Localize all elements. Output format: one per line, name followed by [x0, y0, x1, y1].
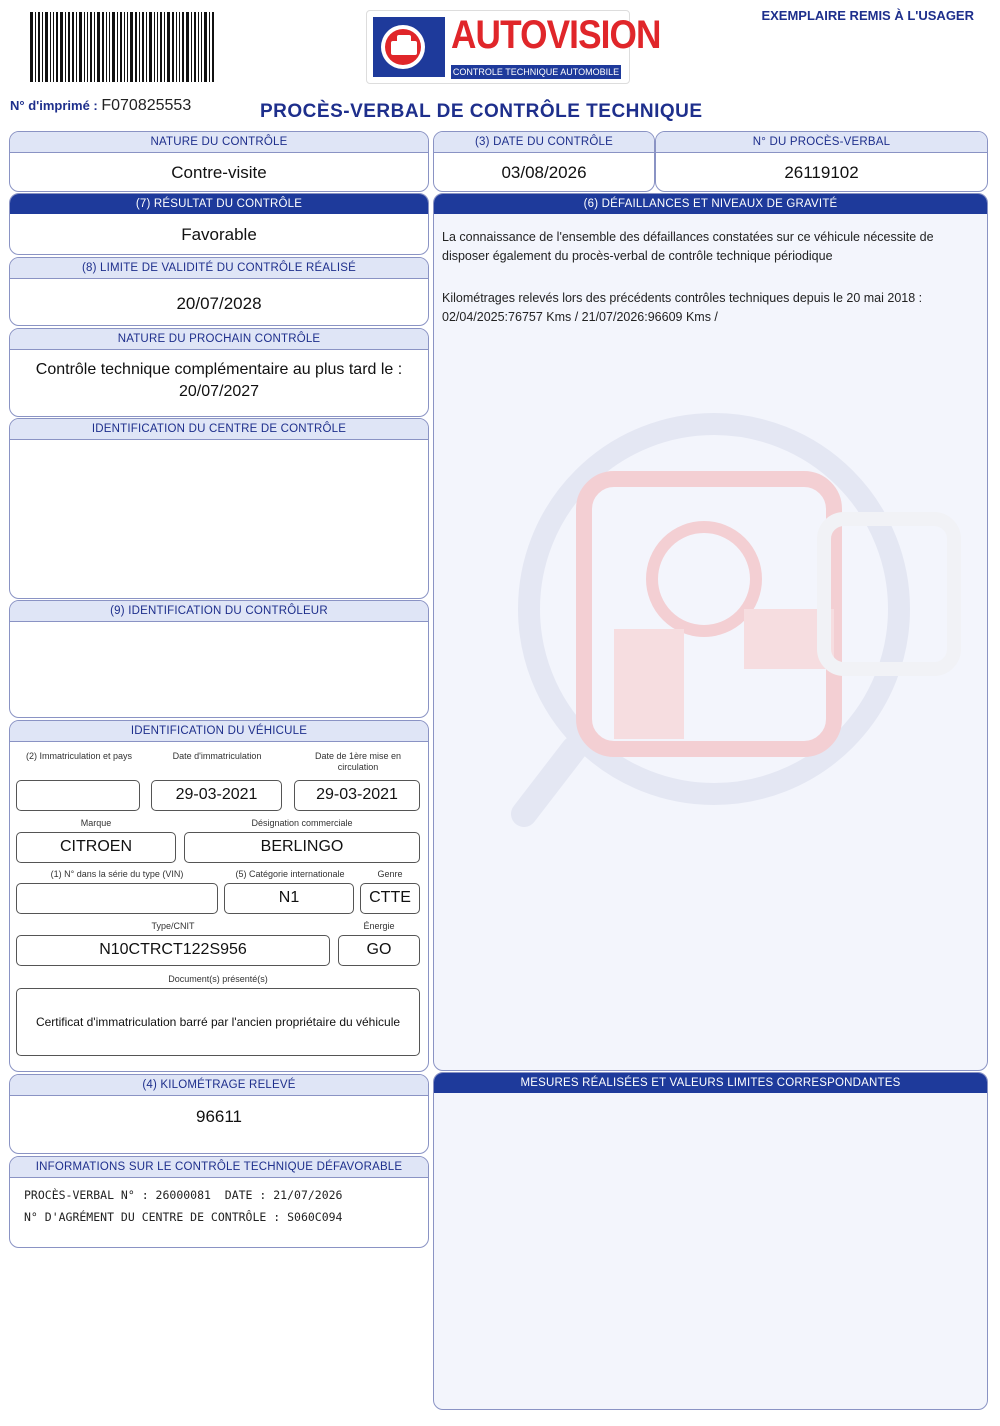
defaillances-paragraph-1: La connaissance de l'ensemble des défaillances constatées sur ce véhicule nécessite de disposer également du procès-verbal de contrôle technique périodique: [442, 230, 934, 263]
section-resultat: [9, 193, 429, 255]
document-title: PROCÈS-VERBAL DE CONTRÔLE TECHNIQUE: [260, 101, 703, 122]
barcode-bar: [146, 12, 147, 82]
section-header: (7) RÉSULTAT DU CONTRÔLE: [10, 194, 428, 214]
genre-label: Genre: [377, 869, 403, 879]
section-kilometrage: [9, 1074, 429, 1154]
barcode-bar: [112, 12, 115, 82]
barcode-bar: [127, 12, 128, 82]
marque-field: CITROEN: [16, 832, 176, 863]
barcode-bar: [164, 12, 165, 82]
barcode-bar: [160, 12, 162, 82]
marque-label: Marque: [80, 818, 112, 828]
barcode-bar: [53, 12, 54, 82]
barcode-bar: [72, 12, 74, 82]
date-immat-label: Date d'immatriculation: [172, 751, 262, 761]
date-circ-field: 29-03-2021: [294, 780, 420, 811]
barcode-bar: [50, 12, 51, 82]
section-limite-validite: [9, 257, 429, 326]
section-header: (8) LIMITE DE VALIDITÉ DU CONTRÔLE RÉALISÉ: [10, 258, 428, 279]
section-header: IDENTIFICATION DU CENTRE DE CONTRÔLE: [10, 419, 428, 440]
barcode-bar: [42, 12, 43, 82]
section-controleur: [9, 600, 429, 718]
num-pv-value: 26119102: [784, 163, 859, 182]
copy-note: EXEMPLAIRE REMIS À L'USAGER: [761, 8, 974, 23]
printed-number-value: F070825553: [101, 97, 192, 114]
barcode-bar: [65, 12, 66, 82]
barcode-bar: [172, 12, 174, 82]
documents-field: [16, 988, 420, 1056]
barcode-bar: [117, 12, 118, 82]
documents-label: Document(s) présenté(s): [168, 974, 268, 984]
barcode-bar: [79, 12, 82, 82]
barcode-bar: [90, 12, 92, 82]
designation-label: Désignation commerciale: [251, 818, 353, 828]
barcode-bar: [56, 12, 58, 82]
resultat-value: Favorable: [181, 225, 257, 244]
barcode-bar: [179, 12, 180, 82]
barcode-bar: [35, 12, 36, 82]
defavorable-line2: N° D'AGRÉMENT DU CENTRE DE CONTRÔLE : S060C094: [24, 1210, 343, 1224]
date-immat-field: 29-03-2021: [151, 780, 282, 811]
section-header: MESURES RÉALISÉES ET VALEURS LIMITES CORRESPONDANTES: [434, 1073, 987, 1093]
defavorable-line1: PROCÈS-VERBAL N° : 26000081 DATE : 21/07/2026: [24, 1188, 343, 1202]
limite-validite-value: 20/07/2028: [176, 294, 262, 313]
kilometrage-value: 96611: [195, 1107, 242, 1126]
watermark-logo-icon: [464, 409, 984, 829]
section-nature-controle: [9, 131, 429, 192]
barcode-bar: [182, 12, 184, 82]
barcode-bar: [106, 12, 107, 82]
energie-field: GO: [338, 935, 420, 966]
barcode-bar: [142, 12, 144, 82]
barcode-bar: [212, 12, 214, 82]
immat-field: [16, 780, 140, 811]
section-header: (4) KILOMÉTRAGE RELEVÉ: [10, 1075, 428, 1096]
barcode-bar: [154, 12, 155, 82]
designation-field: BERLINGO: [184, 832, 420, 863]
barcode-bar: [176, 12, 177, 82]
barcode-bar: [186, 12, 189, 82]
logo-emblem-icon: [373, 17, 445, 77]
section-prochain-controle: [9, 328, 429, 417]
barcode-bar: [102, 12, 104, 82]
barcode-bar: [120, 12, 122, 82]
barcode-bar: [87, 12, 88, 82]
type-field: N10CTRCT122S956: [16, 935, 330, 966]
section-centre: [9, 418, 429, 599]
section-defavorable: [9, 1156, 429, 1248]
barcode-bar: [201, 12, 202, 82]
barcode-bar: [209, 12, 210, 82]
barcode-bar: [198, 12, 199, 82]
barcode-bar: [167, 12, 170, 82]
section-header: (3) DATE DU CONTRÔLE: [434, 132, 654, 153]
defaillances-paragraph-2: Kilométrages relevés lors des précédents contrôles techniques depuis le 20 mai 2018 : 02/04/2025:76757 Kms / 21/07/2026:96609 Kms /: [442, 291, 923, 324]
section-header: (9) IDENTIFICATION DU CONTRÔLEUR: [10, 601, 428, 622]
barcode-bar: [204, 12, 207, 82]
barcode-bar: [109, 12, 110, 82]
barcode-bar: [157, 12, 158, 82]
barcode-bar: [76, 12, 77, 82]
section-header: N° DU PROCÈS-VERBAL: [656, 132, 987, 153]
barcode-bar: [135, 12, 137, 82]
barcode-bar: [149, 12, 152, 82]
vin-field: [16, 883, 218, 914]
section-header: INFORMATIONS SUR LE CONTRÔLE TECHNIQUE DÉFAVORABLE: [10, 1157, 428, 1178]
prochain-controle-value: Contrôle technique complémentaire au plus tard le : 20/07/2027: [35, 361, 403, 400]
barcode-bar: [45, 12, 48, 82]
date-circ-label: Date de 1ère mise en circulation: [314, 751, 402, 772]
energie-label: Énergie: [363, 921, 395, 931]
section-header: NATURE DU PROCHAIN CONTRÔLE: [10, 329, 428, 350]
section-header: NATURE DU CONTRÔLE: [10, 132, 428, 153]
barcode-bar: [84, 12, 85, 82]
barcode-bar: [97, 12, 100, 82]
section-num-pv: [655, 131, 988, 192]
section-header: IDENTIFICATION DU VÉHICULE: [10, 721, 428, 742]
barcode-bar: [30, 12, 33, 82]
barcode-bar: [94, 12, 95, 82]
barcode-bar: [124, 12, 125, 82]
immat-label: (2) Immatriculation et pays: [25, 751, 133, 761]
barcode-bar: [130, 12, 133, 82]
logo-subtitle: CONTROLE TECHNIQUE AUTOMOBILE: [452, 67, 620, 77]
logo-text: AUTOVISION: [451, 13, 661, 57]
genre-field: CTTE: [360, 883, 420, 914]
section-date-controle: [433, 131, 655, 192]
type-label: Type/CNIT: [151, 921, 195, 931]
barcode-bar: [191, 12, 192, 82]
barcode-bar: [60, 12, 63, 82]
barcode-bar: [68, 12, 70, 82]
nature-controle-value: Contre-visite: [171, 163, 267, 182]
barcode-bar: [194, 12, 196, 82]
vin-label: (1) N° dans la série du type (VIN): [50, 869, 184, 879]
categorie-label: (5) Catégorie internationale: [235, 869, 345, 879]
date-controle-value: 03/08/2026: [501, 163, 587, 182]
barcode-bar: [139, 12, 140, 82]
printed-number: [10, 97, 191, 115]
section-defaillances: [433, 193, 988, 1071]
barcode-bar: [38, 12, 40, 82]
autovision-logo: [366, 10, 661, 84]
printed-number-label: N° d'imprimé :: [10, 98, 102, 113]
section-header: (6) DÉFAILLANCES ET NIVEAUX DE GRAVITÉ: [434, 194, 987, 214]
barcode: [30, 12, 246, 82]
documents-value: Certificat d'immatriculation barré par l'ancien propriétaire du véhicule: [35, 1015, 401, 1029]
section-mesures: [433, 1072, 988, 1410]
categorie-field: N1: [224, 883, 354, 914]
